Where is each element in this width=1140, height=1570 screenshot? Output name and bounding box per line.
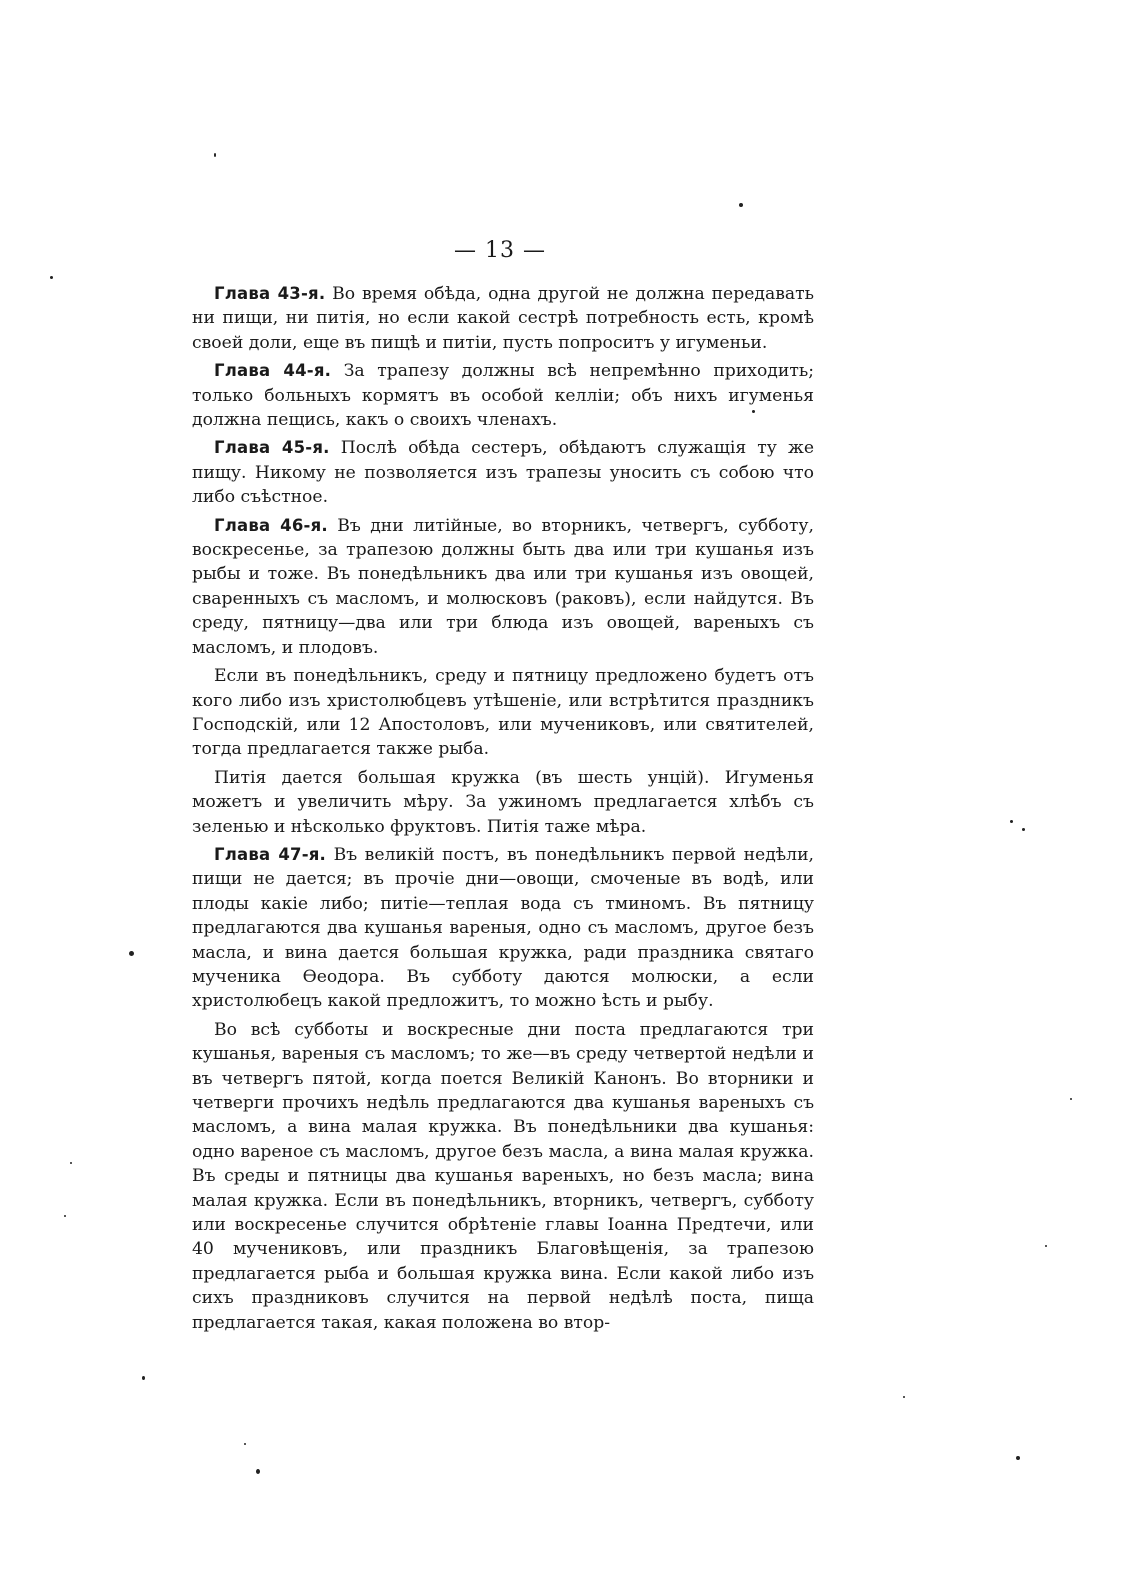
page-number: — 13 — [454,238,546,263]
scan-speck [244,1443,246,1445]
chapter-heading: Глава 44-я. [214,361,332,381]
scan-speck [129,951,134,956]
body-text [192,282,814,1335]
chapter-heading: Глава 43-я. [214,284,326,303]
scan-speck [1022,828,1025,831]
scan-speck [256,1469,260,1474]
scan-speck [1070,1098,1072,1100]
scan-speck [1010,820,1013,823]
scan-speck [903,1396,905,1398]
paragraph-text: Питія дается большая кружка (въ шесть унцій). Игуменья можетъ и увеличить мѣру. За ужиномъ предлагается хлѣбъ съ зеленью и нѣсколько фруктовъ. Питія таже мѣра. [192,767,814,837]
scan-speck [739,203,743,207]
scan-speck [142,1376,145,1380]
scan-speck [50,276,53,279]
scan-speck [70,1162,72,1164]
paragraph-text: Въ великій постъ, въ понедѣльникъ первой недѣли, пищи не дается; въ прочіе дни—овощи, смоченые въ водѣ, или плоды какіе либо; питіе—теплая вода съ тминомъ. Въ пятницу предлагаются два кушанья вареныя, одно съ масломъ, другое безъ масла, и вина дается большая кружка, ради праздника святаго мученика Ѳеодора. Въ субботу даются молюски, а если христолюбецъ какой предложитъ, то можно ѣсть и рыбу. [192,844,814,1012]
paragraph-chapter-47 [192,843,814,1014]
scan-speck [1045,1245,1047,1247]
paragraph-drink-measure [192,766,814,839]
chapter-heading: Глава 45-я. [214,438,330,458]
scan-speck [214,153,216,157]
paragraph-feast-fish [192,664,814,762]
paragraph-lent-rules [192,1018,814,1335]
paragraph-chapter-43 [192,282,814,355]
paragraph-chapter-45 [192,436,814,509]
paragraph-chapter-44 [192,359,814,432]
paragraph-text: Въ дни литійные, во вторникъ, четвергъ, субботу, воскресенье, за трапезою должны быть два или три кушанья изъ рыбы и тоже. Въ понедѣльникъ два или три кушанья изъ овощей, сваренныхъ съ масломъ, и молюсковъ (раковъ), если найдутся. Въ среду, пятницу—два или три блюда изъ овощей, вареныхъ съ масломъ, и плодовъ. [192,515,814,658]
paragraph-text: Во время обѣда, одна другой не должна передавать ни пищи, ни питія, но если какой сестрѣ потребность есть, кромѣ своей доли, еще въ пищѣ и питіи, пусть попроситъ у игуменьи. [192,284,814,353]
paragraph-text: За трапезу должны всѣ непремѣнно приходить; только больныхъ кормятъ въ особой келліи; объ нихъ игуменья должна пещись, какъ о своихъ членахъ. [192,361,814,431]
chapter-heading: Глава 47-я. [214,844,327,864]
scan-speck [752,410,755,413]
scan-speck [1016,1456,1020,1460]
paragraph-text: Во всѣ субботы и воскресные дни поста предлагаются три кушанья, вареныя съ масломъ; то же—въ среду четвертой недѣли и въ четвергъ пятой, когда поется Великій Канонъ. Во вторники и четверги прочихъ недѣль предлагаются два кушанья вареныхъ съ масломъ, а вина малая кружка. Въ понедѣльники два кушанья: одно вареное съ масломъ, другое безъ масла, а вина малая кружка. Въ среды и пятницы два кушанья вареныхъ, но безъ масла; вина малая кружка. Если въ понедѣльникъ, вторникъ, четвергъ, субботу или воскресенье случится обрѣтеніе главы Іоанна Предтечи, или 40 мучениковъ, или праздникъ Благовѣщенія, за трапезою предлагается рыба и большая кружка вина. Если какой либо изъ сихъ праздниковъ случится на первой недѣлѣ поста, пища предлагается такая, какая положена во втор- [192,1019,814,1333]
chapter-heading: Глава 46-я. [214,515,328,535]
paragraph-chapter-46 [192,514,814,660]
paragraph-text: Если въ понедѣльникъ, среду и пятницу предложено будетъ отъ кого либо изъ христолюбцевъ утѣшеніе, или встрѣтится праздникъ Господскій, или 12 Апостоловъ, или мучениковъ, или святителей, тогда предлагается также рыба. [192,666,814,760]
paragraph-text: Послѣ обѣда сестеръ, обѣдаютъ служащія ту же пищу. Никому не позволяется изъ трапезы уносить съ собою что либо съѣстное. [192,438,814,508]
scan-speck [64,1215,66,1217]
